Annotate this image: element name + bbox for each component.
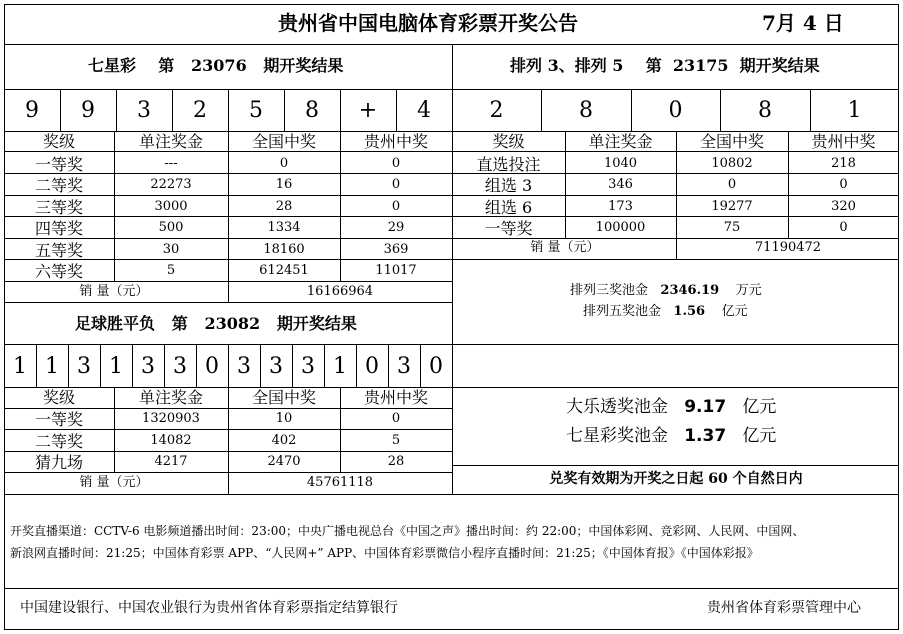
qxc-name: 七星彩 bbox=[88, 56, 137, 75]
pl-table-cell: 100000 bbox=[595, 220, 646, 235]
broadcast-line-2: 新浪网直播时间：21:25；中国体育彩票 APP、“人民网+” APP、中国体育彩票微信小程序直播时间：21:25；《中国体育报》《中国体彩报》 bbox=[10, 546, 759, 560]
grid-vline bbox=[114, 131, 115, 281]
qxc-number-digit: 5 bbox=[249, 98, 263, 123]
pl-column-header: 全国中奖 bbox=[699, 132, 765, 151]
zc-table-cell: 14082 bbox=[150, 432, 192, 448]
zc-column-header: 单注奖金 bbox=[138, 388, 204, 407]
grid-hline bbox=[452, 259, 899, 260]
pl-issue-suffix: 期开奖结果 bbox=[739, 56, 820, 75]
qxc-number-digit: 2 bbox=[193, 98, 207, 123]
grid-vline bbox=[720, 89, 721, 131]
pl-number-digit: 2 bbox=[489, 98, 504, 123]
qxc-pool bbox=[566, 428, 776, 445]
grid-vline bbox=[788, 131, 789, 238]
pl5-pool-unit: 亿元 bbox=[721, 304, 748, 319]
qxc-column-header: 全国中奖 bbox=[251, 132, 317, 151]
qxc-table-cell: 四等奖 bbox=[34, 219, 84, 238]
pl3-pool-label: 排列三奖池金 bbox=[570, 283, 649, 298]
grid-vline bbox=[565, 131, 566, 238]
grid-hline bbox=[4, 494, 899, 495]
zc-table-cell: 一等奖 bbox=[34, 410, 84, 430]
pl-table-cell: 346 bbox=[608, 177, 633, 192]
grid-vline bbox=[284, 89, 285, 131]
grid-vline bbox=[116, 89, 117, 131]
zc-column-header: 奖级 bbox=[42, 388, 76, 407]
grid-vline bbox=[114, 387, 115, 472]
dlt-pool-label: 大乐透奖池金 bbox=[566, 397, 668, 417]
pl-issue: 23175 bbox=[672, 56, 729, 75]
pl-column-header: 单注奖金 bbox=[588, 132, 653, 151]
pl-table-cell: 组选 6 bbox=[484, 197, 533, 217]
pl-number-digit: 8 bbox=[579, 98, 593, 123]
grid-vline bbox=[356, 344, 357, 387]
pl-number-digit: 1 bbox=[847, 98, 862, 123]
grid-vline bbox=[541, 89, 542, 131]
zc-table-cell: 猜九场 bbox=[34, 452, 84, 472]
grid-vline bbox=[228, 281, 229, 302]
zc-number-digit: 1 bbox=[109, 354, 123, 379]
qxc-table-cell: 18160 bbox=[263, 241, 305, 257]
qxc-table-cell: 28 bbox=[275, 198, 293, 214]
zc-table-cell: 1320903 bbox=[142, 411, 200, 427]
qxc-table-cell: 30 bbox=[162, 241, 180, 257]
announcement-date: 7月 4 日 bbox=[762, 11, 844, 35]
pl-name: 排列 3、排列 5 bbox=[510, 56, 624, 75]
pl5-pool bbox=[583, 305, 748, 318]
grid-vline bbox=[100, 344, 101, 387]
broadcast-line-1: 开奖直播渠道：CCTV-6 电影频道播出时间：23:00；中央广播电视总台《中国之声》播出时间：约 22:00；中国体彩网、竞彩网、人民网、中国网、 bbox=[10, 524, 805, 538]
qxc-column-header: 奖级 bbox=[42, 132, 76, 151]
grid-vline bbox=[340, 89, 341, 131]
pl-sales-value: 71190472 bbox=[754, 240, 822, 255]
pl-table-cell: 10802 bbox=[711, 155, 753, 171]
pl-table-cell: 173 bbox=[608, 198, 633, 214]
footer-center: 贵州省体育彩票管理中心 bbox=[707, 600, 861, 616]
zc-number-digit: 3 bbox=[397, 354, 411, 379]
zc-table-cell: 二等奖 bbox=[34, 431, 84, 451]
pl-table-cell: 0 bbox=[839, 177, 848, 192]
grid-vline bbox=[452, 44, 453, 494]
pl3-pool-value: 2346.19 bbox=[660, 283, 720, 298]
zc-issue: 23082 bbox=[204, 314, 261, 333]
grid-vline bbox=[340, 131, 341, 281]
zc-number-digit: 1 bbox=[333, 354, 347, 379]
pl5-pool-value: 1.56 bbox=[673, 304, 706, 319]
dlt-pool-unit: 亿元 bbox=[742, 397, 777, 417]
grid-hline bbox=[452, 387, 899, 388]
qxc-table-cell: 5 bbox=[166, 263, 176, 278]
grid-vline bbox=[292, 344, 293, 387]
grid-vline bbox=[172, 89, 173, 131]
grid-vline bbox=[324, 344, 325, 387]
zc-sales-label: 销 量（元） bbox=[79, 475, 149, 490]
zc-name: 足球胜平负 bbox=[75, 314, 156, 333]
qxc-table-cell: 五等奖 bbox=[34, 240, 84, 260]
zc-issue-suffix: 期开奖结果 bbox=[276, 314, 357, 333]
zc-number-digit: 3 bbox=[237, 354, 251, 379]
qxc-table-cell: 0 bbox=[391, 177, 401, 192]
qxc-table-cell: 16 bbox=[275, 177, 293, 192]
qxc-number-digit: 4 bbox=[417, 98, 431, 123]
pl-column-header: 贵州中奖 bbox=[811, 132, 876, 151]
grid-vline bbox=[260, 344, 261, 387]
qxc-table-cell: 500 bbox=[158, 220, 184, 235]
zc-number-digit: 0 bbox=[365, 354, 379, 379]
qxc-number-digit: 8 bbox=[305, 98, 319, 123]
qxc-pool-label: 七星彩奖池金 bbox=[566, 426, 668, 446]
dlt-pool bbox=[566, 399, 776, 416]
grid-vline bbox=[810, 89, 811, 131]
grid-vline bbox=[228, 472, 229, 494]
qxc-table-cell: 二等奖 bbox=[34, 176, 84, 195]
pl-column-header: 奖级 bbox=[492, 132, 525, 151]
grid-vline bbox=[676, 238, 677, 259]
zc-number-digit: 1 bbox=[45, 354, 59, 379]
qxc-table-cell: 22273 bbox=[150, 177, 192, 192]
pl-table-cell: 组选 3 bbox=[484, 176, 533, 195]
qxc-number-digit: + bbox=[358, 98, 378, 123]
page-title: 贵州省中国电脑体育彩票开奖公告 bbox=[278, 11, 578, 35]
zc-table-cell: 5 bbox=[391, 432, 401, 448]
qxc-table-cell: 1334 bbox=[267, 220, 301, 235]
pl-sales-label: 销 量（元） bbox=[530, 240, 600, 255]
grid-vline bbox=[340, 387, 341, 472]
grid-vline bbox=[68, 344, 69, 387]
zc-number-digit: 3 bbox=[141, 354, 155, 379]
pl5-pool-label: 排列五奖池金 bbox=[583, 304, 662, 319]
grid-vline bbox=[132, 344, 133, 387]
qxc-header bbox=[88, 58, 343, 74]
grid-vline bbox=[388, 344, 389, 387]
pl-table-cell: 直选投注 bbox=[476, 154, 541, 174]
zc-column-header: 全国中奖 bbox=[251, 388, 317, 407]
dlt-pool-value: 9.17 bbox=[684, 397, 727, 417]
qxc-issue-suffix: 期开奖结果 bbox=[263, 56, 344, 75]
qxc-table-cell: --- bbox=[164, 155, 178, 171]
pl3-pool bbox=[570, 284, 762, 297]
grid-vline bbox=[631, 89, 632, 131]
zc-table-cell: 10 bbox=[275, 411, 293, 427]
grid-vline bbox=[164, 344, 165, 387]
grid-vline bbox=[228, 131, 229, 281]
qxc-table-cell: 11017 bbox=[375, 263, 417, 278]
pl-table-cell: 75 bbox=[723, 220, 741, 235]
qxc-table-cell: 612451 bbox=[259, 263, 309, 278]
grid-vline bbox=[196, 344, 197, 387]
qxc-number-digit: 3 bbox=[137, 98, 151, 123]
zc-table-cell: 4217 bbox=[154, 453, 188, 469]
zc-table-cell: 28 bbox=[387, 453, 405, 469]
grid-vline bbox=[228, 89, 229, 131]
pl-table-cell: 0 bbox=[727, 177, 737, 192]
qxc-table-cell: 369 bbox=[383, 241, 409, 257]
qxc-pool-unit: 亿元 bbox=[742, 426, 777, 446]
grid-vline bbox=[396, 89, 397, 131]
zc-table-cell: 0 bbox=[391, 411, 401, 427]
grid-hline bbox=[4, 588, 899, 589]
grid-vline bbox=[420, 344, 421, 387]
zc-number-digit: 3 bbox=[269, 354, 283, 379]
qxc-table-cell: 0 bbox=[391, 155, 401, 171]
grid-hline bbox=[452, 465, 899, 466]
pl-number-digit: 8 bbox=[758, 98, 772, 123]
zc-table-cell: 402 bbox=[271, 432, 297, 448]
qxc-column-header: 贵州中奖 bbox=[363, 132, 429, 151]
grid-hline bbox=[4, 302, 452, 303]
qxc-table-cell: 一等奖 bbox=[34, 154, 84, 174]
zc-issue-prefix: 第 bbox=[171, 314, 188, 333]
qxc-table-cell: 0 bbox=[391, 198, 401, 214]
zc-number-digit: 0 bbox=[205, 354, 219, 379]
pl-table-cell: 19277 bbox=[711, 198, 753, 214]
pl3-pool-unit: 万元 bbox=[735, 283, 762, 298]
qxc-pool-value: 1.37 bbox=[684, 426, 727, 446]
grid-vline bbox=[228, 344, 229, 387]
grid-vline bbox=[60, 89, 61, 131]
zc-sales-value: 45761118 bbox=[306, 475, 374, 490]
qxc-column-header: 单注奖金 bbox=[138, 132, 204, 151]
pl-table-cell: 0 bbox=[839, 220, 848, 235]
pl-issue-prefix: 第 bbox=[645, 56, 662, 75]
zc-column-header: 贵州中奖 bbox=[363, 388, 429, 407]
qxc-table-cell: 29 bbox=[387, 220, 405, 235]
qxc-issue: 23076 bbox=[191, 56, 247, 75]
zc-header bbox=[75, 316, 357, 332]
zc-number-digit: 3 bbox=[77, 354, 91, 379]
pl-table-cell: 一等奖 bbox=[484, 219, 533, 238]
zc-number-digit: 3 bbox=[301, 354, 315, 379]
qxc-sales-label: 销 量（元） bbox=[79, 284, 149, 299]
qxc-table-cell: 三等奖 bbox=[34, 197, 84, 217]
zc-number-digit: 1 bbox=[13, 354, 27, 379]
pl-table-cell: 218 bbox=[831, 155, 856, 171]
zc-table-cell: 2470 bbox=[267, 453, 301, 469]
qxc-sales-value: 16166964 bbox=[306, 284, 374, 299]
grid-hline bbox=[452, 344, 899, 345]
footer-banks: 中国建设银行、中国农业银行为贵州省体育彩票指定结算银行 bbox=[20, 600, 398, 616]
qxc-issue-prefix: 第 bbox=[158, 56, 175, 75]
pl-number-digit: 0 bbox=[668, 98, 683, 123]
zc-number-digit: 0 bbox=[429, 354, 443, 379]
qxc-number-digit: 9 bbox=[81, 98, 95, 123]
qxc-table-cell: 六等奖 bbox=[34, 262, 84, 281]
grid-vline bbox=[36, 344, 37, 387]
pl-table-cell: 1040 bbox=[603, 155, 638, 171]
qxc-table-cell: 0 bbox=[279, 155, 289, 171]
qxc-number-digit: 9 bbox=[25, 98, 39, 123]
validity-notice: 兑奖有效期为开奖之日起 60 个自然日内 bbox=[549, 471, 803, 487]
grid-vline bbox=[676, 131, 677, 238]
qxc-table-cell: 3000 bbox=[154, 198, 188, 214]
grid-vline bbox=[228, 387, 229, 472]
pl-header bbox=[510, 58, 820, 74]
pl-table-cell: 320 bbox=[831, 198, 856, 214]
zc-number-digit: 3 bbox=[173, 354, 187, 379]
